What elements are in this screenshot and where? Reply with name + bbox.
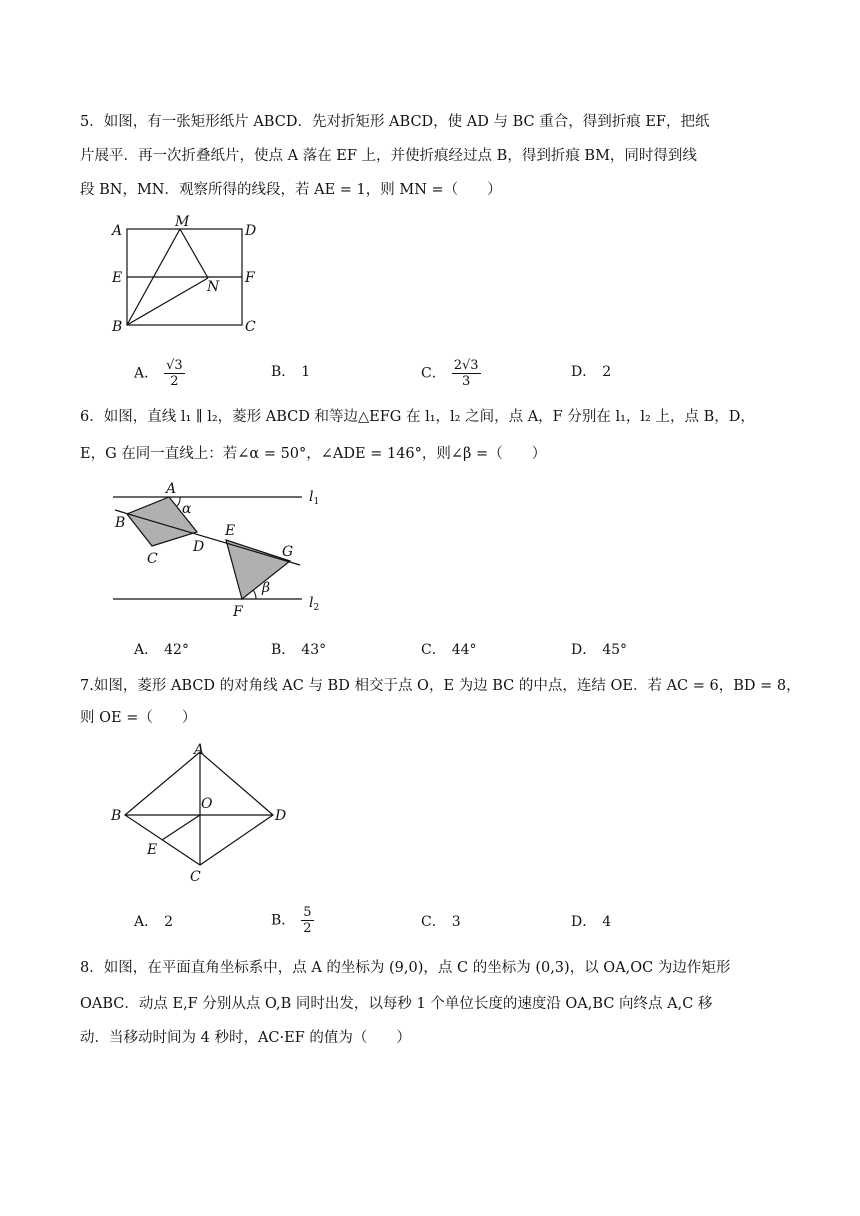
q5-label-n: N	[207, 279, 220, 295]
q7-label-o: O	[201, 796, 213, 812]
q5-option-a-fraction: $\frac{√3}{2}$	[166, 358, 183, 389]
q6-option-d[interactable]: D． 45°	[571, 642, 628, 658]
q6-label-c: C	[147, 551, 158, 567]
q6-label-g: G	[282, 544, 294, 560]
q7-option-b-fraction: $\frac{5}{2}$	[303, 905, 312, 936]
q6-label-f: F	[233, 604, 243, 620]
q5-option-c-fraction: $\frac{2√3}{3}$	[453, 358, 479, 389]
q5-text-line-2: 片展平．再一次折叠纸片，使点 A 落在 EF 上，并使折痕经过点 B，得到折痕 BM，同时得到线	[80, 148, 697, 164]
q6-option-b[interactable]: B． 43°	[271, 642, 327, 658]
q6-options	[134, 639, 734, 663]
q7-label-a: A	[194, 742, 205, 758]
q6-option-a[interactable]: A． 42°	[134, 642, 189, 658]
q7-option-c[interactable]: C． 3	[421, 914, 461, 930]
q5-figure	[105, 212, 265, 342]
q7-label-e: E	[147, 842, 158, 858]
q6-label-d: D	[193, 539, 205, 555]
q5-text-line-1: 5．如图，有一张矩形纸片 ABCD．先对折矩形 ABCD，使 AD 与 BC 重合，得到折痕 EF，把纸	[80, 114, 710, 130]
q7-text-line-2: 则 OE =（ ）	[80, 710, 197, 726]
q6-label-b: B	[115, 515, 126, 531]
q6-text-line-2: E，G 在同一直线上：若∠α = 50°，∠ADE = 146°，则∠β =（ ）	[80, 446, 547, 462]
q6-label-a: A	[166, 481, 177, 497]
q5-label-a: A	[112, 223, 123, 239]
q5-option-a[interactable]: A． $\frac{√3}{2}$	[134, 358, 183, 389]
q7-options	[134, 902, 734, 942]
q7-label-c: C	[190, 869, 201, 885]
q5-label-b: B	[112, 319, 123, 335]
q7-option-b[interactable]: B． $\frac{5}{2}$	[271, 905, 312, 936]
q6-label-e: E	[225, 523, 236, 539]
q5-text-line-3: 段 BN，MN．观察所得的线段，若 AE = 1，则 MN =（ ）	[80, 182, 502, 198]
q5-label-f: F	[245, 270, 255, 286]
q6-label-beta: β	[262, 580, 271, 596]
q7-figure	[105, 740, 295, 885]
q6-label-alpha: α	[182, 501, 192, 517]
q6-figure	[105, 476, 330, 621]
q5-option-b[interactable]: B． 1	[271, 364, 311, 380]
q5-label-d: D	[245, 223, 257, 239]
q5-options	[134, 350, 734, 390]
q7-option-d[interactable]: D． 4	[571, 914, 612, 930]
q8-text-line-1: 8．如图，在平面直角坐标系中，点 A 的坐标为 (9,0)，点 C 的坐标为 (0,3)，以 OA,OC 为边作矩形	[80, 960, 731, 976]
q7-option-a[interactable]: A． 2	[134, 914, 174, 930]
q5-label-c: C	[245, 319, 256, 335]
q8-text-line-3: 动．当移动时间为 4 秒时，AC·EF 的值为（ ）	[80, 1030, 411, 1046]
q6-text-line-1: 6．如图，直线 l₁ ∥ l₂，菱形 ABCD 和等边△EFG 在 l₁，l₂ 之间，点 A，F 分别在 l₁，l₂ 上，点 B，D，	[80, 409, 755, 425]
q5-option-c[interactable]: C． $\frac{2√3}{3}$	[421, 358, 479, 389]
q6-option-c[interactable]: C． 44°	[421, 642, 477, 658]
q5-option-d[interactable]: D． 2	[571, 364, 612, 380]
q5-label-m: M	[175, 214, 190, 230]
q7-label-b: B	[111, 808, 122, 824]
q6-label-l2: $l_2$	[309, 595, 320, 613]
q7-text-line-1: 7.如图，菱形 ABCD 的对角线 AC 与 BD 相交于点 O，E 为边 BC 的中点，连结 OE．若 AC = 6，BD = 8，	[80, 678, 801, 694]
q7-label-d: D	[275, 808, 287, 824]
q6-label-l1: $l_1$	[309, 489, 320, 507]
q5-label-e: E	[112, 270, 123, 286]
q8-text-line-2: OABC．动点 E,F 分别从点 O,B 同时出发，以每秒 1 个单位长度的速度沿 OA,BC 向终点 A,C 移	[80, 996, 713, 1012]
